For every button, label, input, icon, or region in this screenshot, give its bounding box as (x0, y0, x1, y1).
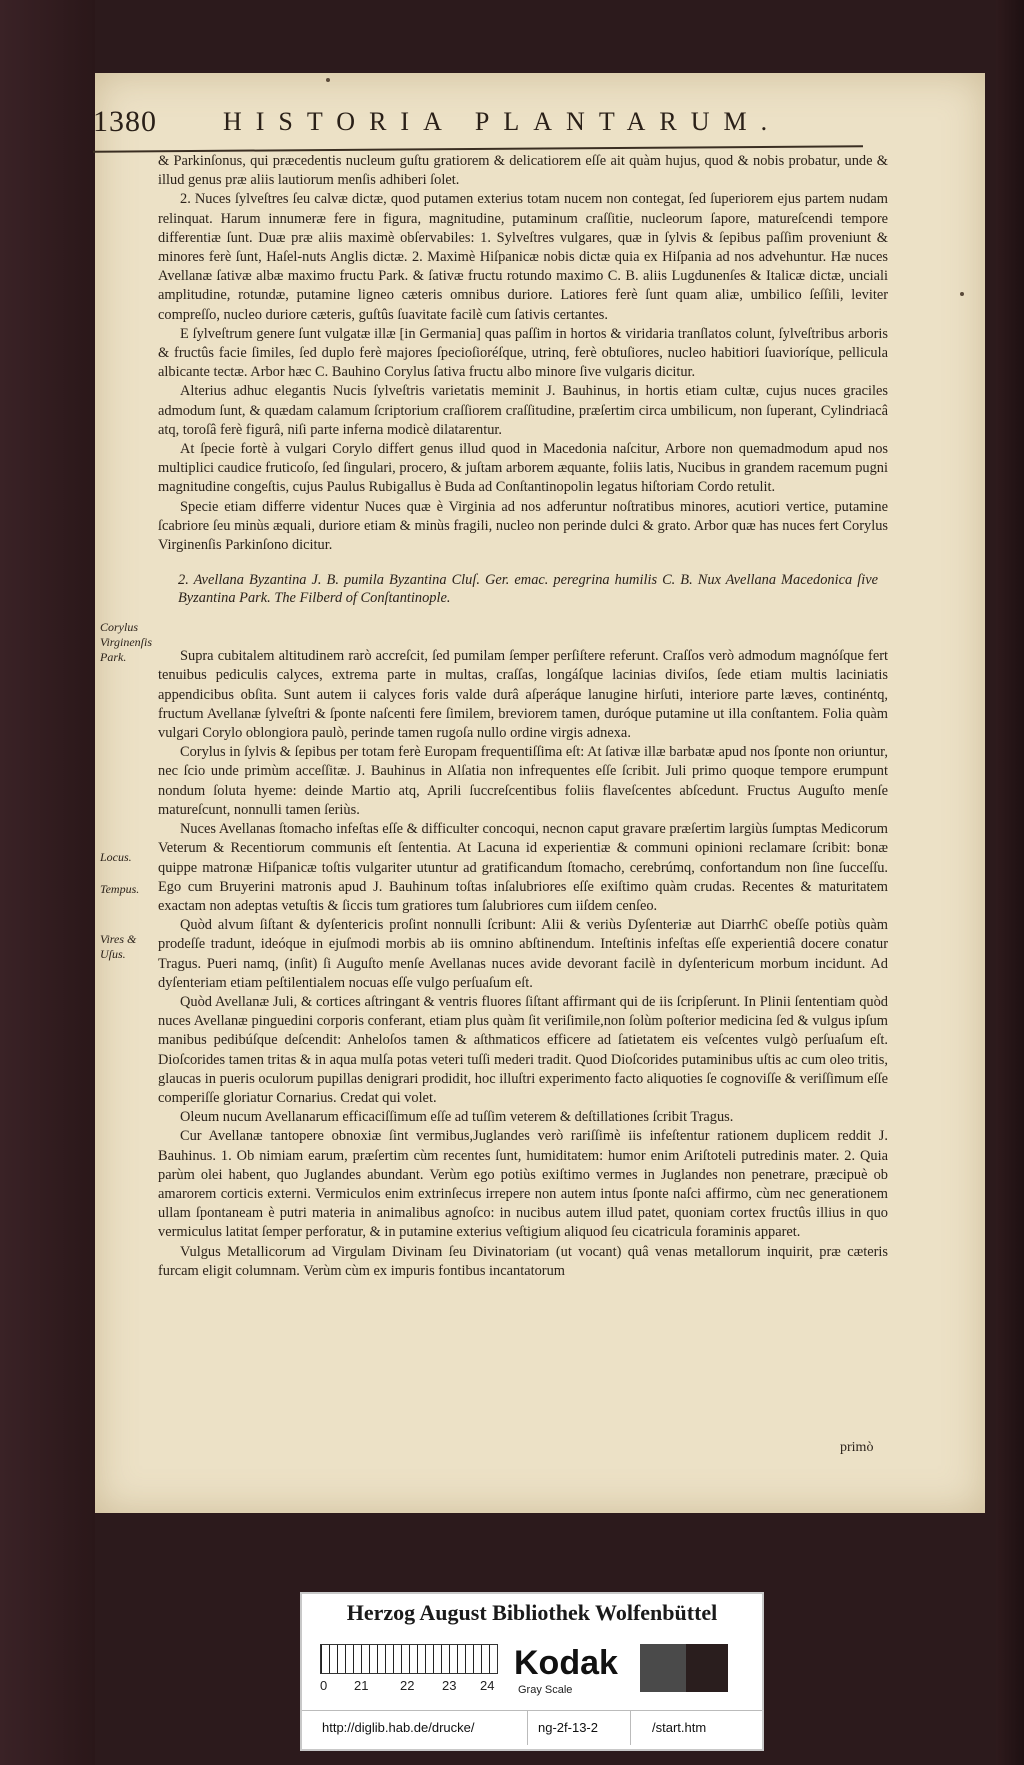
margin-note-tempus: Tempus. (100, 882, 140, 896)
paragraph: 2. Nuces ſylveſtres ſeu calvæ dictæ, quod putamen exterius totam nucem non contegat, ſed ſuperiorem ejus partem nudam relinquat. Harum innumeræ fere in figura, magnitudine, putaminum craſſitie, nucleorum ſapore, matureſcendi tempore differentiæ ſunt. Duæ præ aliis maximè obſervabiles: 1. Sylveſtres vulgares, quæ in ſylvis & ſepibus paſſim proveniunt & minores ferè ſunt, Haſel-nuts Anglis dictæ. 2. Maximè Hiſpanicæ nobis dictæ quia ex Hiſpania ad nos advehuntur. Hæ nuces Avellanæ ſativæ albæ maximo fructu Park. & ſativæ fructu rotundo maximo C. B. aliis Lugdunenſes & Italicæ dictæ, unciali amplitudine, rotundæ, putamine ligneo cæteris omnibus duriore. Latiores ferè ſunt quam aliæ, umbilico ſeſſili, leviter compreſſo, nucleo duriore cæteris, guſtûs ſuavitate facilè cum ſativis certantes. (158, 191, 888, 323)
paragraph: E ſylveſtrum genere ſunt vulgatæ illæ [in Germania] quas paſſim in hortos & viridaria tranſlatos colunt, ſylveſtribus arboris & fructûs facie ſimiles, ſed duplo ferè majores ſpecioſioréſque, utrinq, ferè obtuſiores, nucleo habitiori ſuavioríque, pellicula albicante tectæ. Arbor hæc C. Bauhino Corylus ſativa fructu albo minore ſive vulgaris dicitur. (158, 325, 888, 381)
paragraph: Alterius adhuc elegantis Nucis ſylveſtris varietatis meminit J. Bauhinus, in hortis etiam cultæ, cujus nuces graciles admodum ſunt, & quædam calamum ſcriptorium craſſiorem craſſitudine, præſertim circa umbilicum, non ſuperant, Cylindriacâ atq, toroſâ ferè figurâ, niſi parte inferna modicè dilatarentur. (158, 383, 888, 438)
margin-note-locus: Locus. (100, 850, 132, 864)
paragraph: Supra cubitalem altitudinem rarò accreſcit, ſed pumilam ſemper perſiſtere referunt. Craſſos verò admodum magnóſque fert tenuibus pediculis calyces, extrema parte in multas, craſſas, longáſque lacinias diviſos, ſede etiam multis laciniatis appendicibus obſita. Sunt autem ii calyces foris valde durâ aſperáque lanugine hirſuti, interiore parte læves, continéntq, fructum Avellanæ ſylveſtri & ſponte naſcenti fere ſimilem, breviorem tamen, duróque putamine ut illa conſtantem. Folia quàm vulgari Corylo oblongiora paulò, perinde tamen rugoſa nullo ordine virgis adnexa. (158, 648, 888, 742)
paragraph: At ſpecie fortè à vulgari Corylo differt genus illud quod in Macedonia naſcitur, Arbore non quemadmodum apud nos multiplici caudice fruticoſo, ſed ſingulari, procero, & juſtam arborem æquante, foliis latis, Nucibus in grandem racemum pugni magnitudine congeſtis, cujus Paulus Rubigallus è Buda ad Conſtantinopolin legatus hiſtoriam Cordo retulit. (158, 441, 888, 496)
page-speck (326, 78, 330, 82)
divider (527, 1711, 528, 1745)
scan-label (300, 1592, 764, 1751)
scan-backdrop-left (0, 0, 95, 1765)
divider (630, 1711, 631, 1745)
page-number: 1380 (93, 105, 157, 138)
paragraph: Specie etiam differre videntur Nuces quæ è Virginia ad nos adferuntur noſtratibus minores, acutiori vertice, putamine ſcabriore ſeu minùs æquali, duriore etiam & minùs fragili, nucleo non perinde dulci & grato. Arbor quæ has nuces fert Corylus Virginenſis Parkinſono dicitur. (158, 498, 888, 554)
paragraph: Quòd alvum ſiſtant & dyſentericis proſint nonnulli ſcribunt: Alii & veriùs Dyſenteriæ aut DiarrhϾ obeſſe potiùs quàm prodeſſe tradunt, ideóque in ejuſmodi morbis ab iis omnino abſtinendum. Inteſtinis infeſtas eſſe experientiâ docere conatur Tragus. Pueri namq, (inſit) ſi Auguſto menſe Avellanas nuces avide devorant facilè in dyſentericum morbum incidunt. Ad dyſenteriam etiam peſtilentialem nocuas eſſe vulgo perſuaſum eſt. (158, 917, 888, 991)
running-title: HISTORIA PLANTARUM. (223, 107, 782, 136)
gray-swatch (686, 1644, 728, 1692)
paragraph: Vulgus Metallicorum ad Virgulam Divinam ſeu Divinatoriam (ut vocant) quâ venas metallorum inquirit, præ cæteris furcam eligit columnam. Verùm cùm ex impuris fontibus incantatorum (158, 1243, 888, 1279)
paragraph: Oleum nucum Avellanarum efficaciſſimum eſſe ad tuſſim veterem & deſtillationes ſcribit Tragus. (180, 1109, 734, 1126)
start-link[interactable]: /start.htm (652, 1720, 707, 1735)
ruler-tick: 24 (480, 1678, 495, 1693)
gray-swatch (640, 1644, 686, 1692)
gray-scale-label: Gray Scale (518, 1684, 573, 1696)
page-header (93, 105, 933, 145)
ruler-tick: 0 (320, 1678, 328, 1693)
paragraph: Cur Avellanæ tantopere obnoxiæ ſint vermibus,Juglandes verò rariſſimè iis infeſtentur rationem duplicem reddit J. Bauhinus. 1. Ob nimiam earum, præſertim cùm recentes ſunt, humiditatem: humor enim Ariſtoteli putredinis mater. 2. Quia parùm olei habent, quo Juglandes abundant. Verùm ego potiùs exiſtimo vermes in Juglandes non penetrare, præcipuè ob amarorem corticis externi. Vermiculos enim extrinſecus irrepere non autem intus ſponte naſci affirmo, cùm nec generationem ullam ſpontaneam è putri materia in animalibus agnoſco: in nucibus autem illud patet, quoniam cortex fructûs illius in quo vermiculus latitat ſemper perforatur, & in putamine exterius veſtigium aliquod ſeu cicatricula foraminis apparet. (158, 1128, 888, 1241)
catchword: primò (840, 1440, 874, 1455)
scale-ruler (320, 1644, 498, 1674)
margin-note-corylus: Corylus Virginenſis Park. (100, 620, 152, 664)
paragraph: Corylus in ſylvis & ſepibus per totam ferè Europam frequentiſſima eſt: At ſativæ illæ barbatæ apud nos ſponte non oriuntur, nec ſcio unde primùm acceſſitæ. J. Bauhinus in Alſatia non infrequentes eſſe ſcribit. Juli primo quoque tempore erumpunt nondum ſoluta hyeme: deinde Martio atq, Aprili ſuccreſcentibus foliis flaveſcentes abſcedunt. Fructus Auguſto menſe matureſcunt, nonnulli tamen ſeriùs. (158, 744, 888, 818)
main-text (158, 152, 888, 1281)
page-speck (960, 292, 964, 296)
section-heading: 2. Avellana Byzantina J. B. pumila Byzantina Cluſ. Ger. emac. peregrina humilis C. B. Nux Avellana Macedonica ſive Byzantina Park. The Filberd of Conſtantinople. (178, 572, 878, 607)
margin-note-vires: Vires & Uſus. (100, 932, 137, 961)
paragraph: & Parkinſonus, qui præcedentis nucleum guſtu gratiorem & delicatiorem eſſe ait quàm hujus, quod & nobis probatur, unde & illud genus præ aliis lautiorum menſis adhiberi ſolet. (158, 153, 888, 189)
kodak-logo: Kodak (514, 1644, 618, 1682)
url-row (302, 1710, 762, 1745)
digital-library-url[interactable]: http://diglib.hab.de/drucke/ (322, 1720, 475, 1735)
ruler-tick: 21 (354, 1678, 369, 1693)
paragraph: Quòd Avellanæ Juli, & cortices aſtringant & ventris fluores ſiſtant affirmant qui de iis ſcripſerunt. In Plinii ſententiam quòd nuces Avellanæ pinguedini corporis conferant, etiam plus quàm ſit veriſimile,non ſolùm poſterior medicina ſed & vulgus ipſum manibus pedibúſque deſcendit: Anheloſos tamen & aſthmaticos efficere ad ſatietatem eis veſcentes vulgò perſuaſum eſt. Dioſcorides tamen tritas & in aqua mulſa potas veteri tuſſi mederi tradit. Quod Dioſcorides putaminibus uſtis ac cum oleo tritis, glaucas in pueris oculorum pupillas denigrari prodidit, hoc illuſtri experimento facto aliquoties ſe cognoviſſe & veriſſimum eſſe comperiſſe gloriatur Cornarius. Credat qui volet. (158, 993, 888, 1106)
paragraph: Nuces Avellanas ſtomacho infeſtas eſſe & difficulter concoqui, necnon caput gravare præſertim largiùs ſumptas Medicorum Veterum & Recentiorum communis eſt ſententia. At Lacuna id experientiæ & communi opinioni reclamare ſcribit: bonæ quippe matronæ Hiſpanicæ toſtis vulgariter utuntur ad gratificandum ſtomacho, cerebrúmq, confortandum non ſine ſucceſſu. Ego cum Bruyerini matronis apud J. Bauhinum toſtas inſalubriores eſſe exiſtimo quàm crudas. Recentes & maturitatem exactam non adeptas vetuſtis & ſiccis tum gratiores tum ſalubriores cum iiſdem cenſeo. (158, 821, 888, 914)
library-name: Herzog August Bibliothek Wolfenbüttel (346, 1600, 718, 1625)
ruler-tick: 23 (442, 1678, 457, 1693)
shelfmark: ng-2f-13-2 (538, 1720, 598, 1735)
ruler-tick: 22 (400, 1678, 415, 1693)
scan-backdrop-right (996, 0, 1024, 1765)
